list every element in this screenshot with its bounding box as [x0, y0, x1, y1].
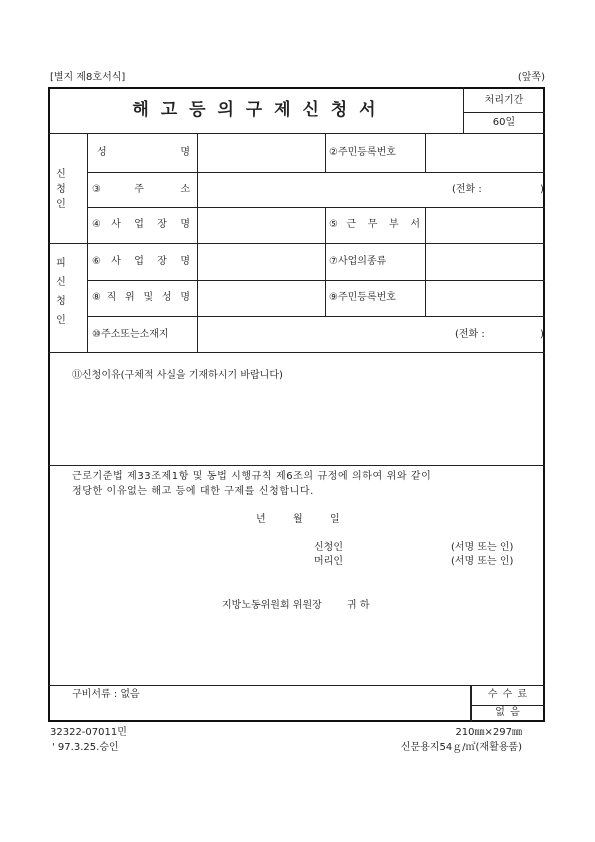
applicant-department-label: ⑤근 무 부 서 [329, 219, 420, 230]
applicant-resident-no-field[interactable] [426, 134, 545, 172]
divider [87, 133, 88, 352]
signer-applicant-sign: (서명 또는 인) [451, 542, 514, 553]
applicant-resident-no-label: ②주민등록번호 [329, 147, 396, 158]
divider [48, 352, 545, 353]
addressee: 지방노동위원회 위원장 [222, 600, 322, 611]
addressee-honorific: 귀 하 [347, 600, 370, 611]
paper-size: 210㎜×297㎜ [455, 727, 522, 738]
approval-date: ' 97.3.25.승인 [52, 742, 119, 753]
declaration-line-2: 정당한 이유없는 해고 등에 대한 구제를 신청합니다. [72, 486, 314, 497]
signer-applicant-label: 신청인 [314, 542, 343, 553]
declaration-line-1: 근로기준법 제33조제1항 및 동법 시행규칙 제6조의 규정에 의하여 위와 같이 [72, 471, 432, 482]
reason-label: ⑪신청이유(구체적 사실을 기재하시기 바랍니다) [72, 370, 283, 381]
divider [325, 207, 326, 316]
applicant-phone-open: (전화 : [452, 184, 482, 195]
applicant-name-field[interactable] [198, 134, 325, 172]
respondent-phone-close: ) [540, 329, 544, 340]
applicant-workplace-field[interactable] [198, 208, 325, 243]
form-number: [별지 제8호서식] [50, 72, 126, 83]
respondent-section-label: 피신청인 [56, 258, 66, 326]
reason-field[interactable] [50, 386, 544, 464]
applicant-workplace-label: ④사 업 장 명 [92, 219, 190, 230]
respondent-resident-no-field[interactable] [426, 281, 545, 316]
processing-period-value: 60일 [492, 117, 516, 128]
respondent-phone-open: (전화 : [455, 329, 485, 340]
respondent-position-name-field[interactable] [198, 281, 325, 316]
respondent-workplace-label: ⑥사 업 장 명 [92, 256, 190, 267]
fee-value: 없 음 [495, 707, 521, 718]
fee-label: 수 수 료 [487, 689, 529, 700]
applicant-address-field[interactable] [198, 173, 545, 207]
respondent-workplace-field[interactable] [198, 244, 325, 280]
applicant-address-label: ③주 소 [92, 184, 190, 195]
applicant-name-label: 성 명 [97, 147, 190, 158]
signer-agent-label: 머리인 [314, 556, 343, 567]
attachments-text: 구비서류 : 없음 [72, 689, 140, 700]
processing-period-label: 처리기간 [484, 95, 524, 106]
date-day-label: 일 [330, 514, 340, 525]
applicant-phone-close: ) [540, 184, 544, 195]
date-year-label: 년 [256, 514, 266, 525]
respondent-address-label: ⑩주소또는소재지 [92, 329, 169, 340]
respondent-position-name-label: ⑧직 위 및 성 명 [92, 292, 190, 303]
respondent-address-field[interactable] [198, 317, 545, 352]
paper-spec: 신문용지54ｇ/㎡(재활용품) [400, 742, 522, 753]
divider [325, 133, 326, 172]
applicant-department-field[interactable] [426, 208, 545, 243]
signer-agent-sign: (서명 또는 인) [451, 556, 514, 567]
respondent-resident-no-label: ⑨주민등록번호 [329, 292, 396, 303]
date-month-label: 월 [293, 514, 303, 525]
form-code: 32322-07011민 [50, 727, 127, 738]
page-side-label: (앞쪽) [517, 72, 545, 83]
divider [48, 465, 545, 466]
respondent-business-type-label: ⑦사업의종류 [329, 256, 387, 267]
respondent-business-type-field[interactable] [426, 244, 545, 280]
applicant-section-label: 신청인 [56, 169, 66, 210]
form-title: 해 고 등 의 구 제 신 청 서 [132, 100, 379, 120]
